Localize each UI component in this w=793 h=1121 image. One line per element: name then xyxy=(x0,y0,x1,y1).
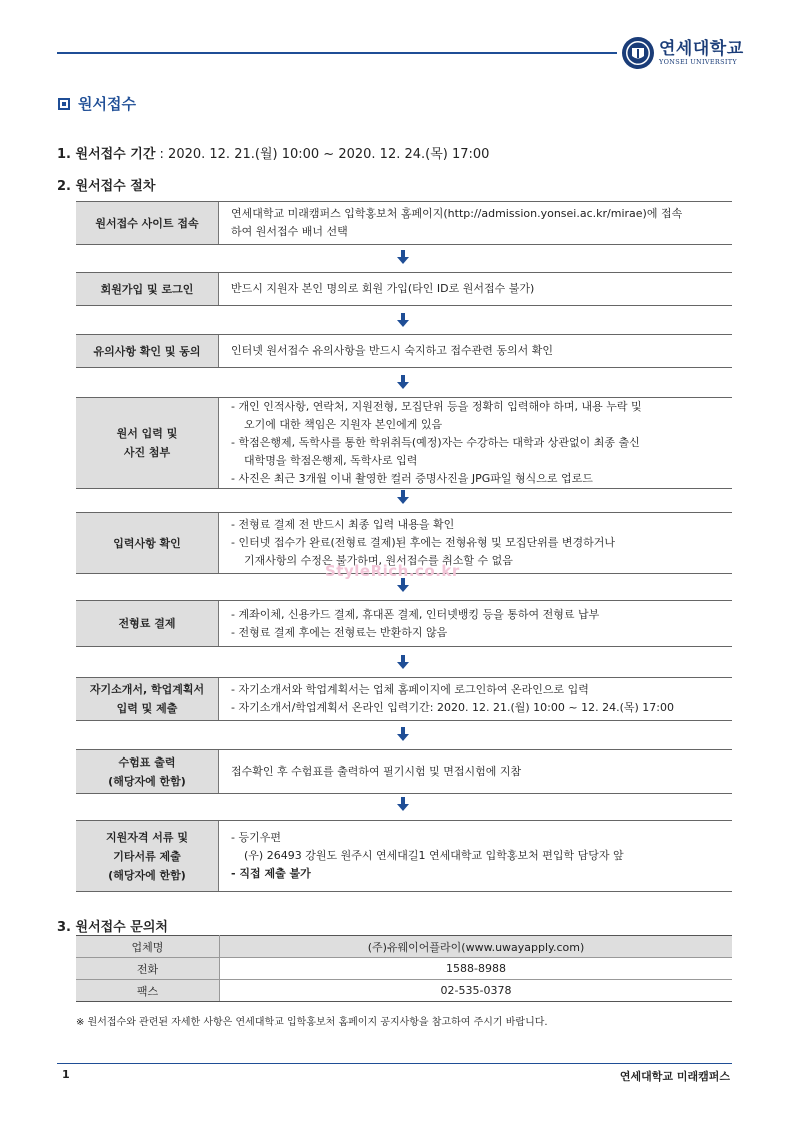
step-line: - 학점은행제, 독학사를 통한 학위취득(예정)자는 수강하는 대학과 상관없이 최종 출신 xyxy=(231,436,640,449)
footnote: ※ 원서접수와 관련된 자세한 사항은 연세대학교 입학홍보처 홈페이지 공지사항을 참고하여 주시기 바랍니다. xyxy=(76,1017,548,1028)
logo-name-kr: 연세대학교 xyxy=(659,39,744,59)
step-line: - 등기우편 xyxy=(231,831,281,844)
table-row xyxy=(76,980,732,1002)
step-description xyxy=(219,273,732,305)
procedure-step xyxy=(76,749,732,794)
step-line: 연세대학교 미래캠퍼스 입학홍보처 홈페이지(http://admission.yonsei.ac.kr/mirae)에 접속 xyxy=(231,207,683,220)
section-title: 원서접수 xyxy=(78,95,136,113)
page-number: 1 xyxy=(62,1068,70,1081)
down-arrow-icon xyxy=(397,727,409,741)
step-line: - 계좌이체, 신용카드 결제, 휴대폰 결제, 인터넷뱅킹 등을 통하여 전형료 납부 xyxy=(231,607,600,621)
step-line: (우) 26493 강원도 원주시 연세대길1 연세대학교 입학홍보처 편입학 담당자 앞 xyxy=(244,849,624,862)
step-label: 회원가입 및 로그인 xyxy=(76,273,219,305)
step-line: 대학명을 학점은행제, 독학사로 입력 xyxy=(244,454,418,467)
down-arrow-icon xyxy=(397,490,409,504)
step-line: 접수확인 후 수험표를 출력하여 필기시험 및 면접시험에 지참 xyxy=(231,764,522,778)
step-label: 수험표 출력 (해당자에 한함) xyxy=(76,750,219,793)
footer-campus: 연세대학교 미래캠퍼스 xyxy=(619,1070,730,1083)
contact-row-value: 1588-8988 xyxy=(220,958,733,980)
procedure-step xyxy=(76,600,732,647)
procedure-step xyxy=(76,820,732,892)
period-label: 1. 원서접수 기간 xyxy=(57,147,156,162)
step-line: - 직접 제출 불가 xyxy=(231,867,311,880)
step-description xyxy=(219,513,732,573)
procedure-step xyxy=(76,272,732,306)
down-arrow-icon xyxy=(397,313,409,327)
step-line: - 사진은 최근 3개월 이내 촬영한 컬러 증명사진을 JPG파일 형식으로 업로드 xyxy=(231,472,593,485)
step-line: - 전형료 결제 전 반드시 최종 입력 내용을 확인 xyxy=(231,518,455,531)
header-rule xyxy=(57,52,617,54)
logo-name-en: YONSEI UNIVERSITY xyxy=(659,58,737,66)
step-label: 유의사항 확인 및 동의 xyxy=(76,335,219,367)
procedure-step xyxy=(76,397,732,489)
step-line: - 개인 인적사항, 연락처, 지원전형, 모집단위 등을 정확히 입력해야 하며, 내용 누락 및 xyxy=(231,400,642,413)
application-period xyxy=(57,143,489,162)
university-logo xyxy=(621,36,744,70)
step-line: - 자기소개서/학업계획서 온라인 입력기간: 2020. 12. 21.(월) 10:00 ~ 12. 24.(목) 17:00 xyxy=(231,701,674,714)
watermark: StyleRich.co.kr xyxy=(325,562,460,580)
down-arrow-icon xyxy=(397,250,409,264)
procedure-heading: 2. 원서접수 절차 xyxy=(57,179,156,194)
step-line: - 자기소개서와 학업계획서는 업체 홈페이지에 로그인하여 온라인으로 입력 xyxy=(231,683,589,696)
contact-table xyxy=(76,935,732,1002)
step-label: 자기소개서, 학업계획서 입력 및 제출 xyxy=(76,678,219,720)
step-line: 기재사항의 수정은 불가하며, 원서접수를 취소할 수 없음 xyxy=(244,554,513,567)
step-label: 원서 입력 및 사진 첨부 xyxy=(76,398,219,488)
step-line: 하여 원서접수 배너 선택 xyxy=(231,225,348,238)
procedure-step xyxy=(76,201,732,245)
contact-row-label: 팩스 xyxy=(76,980,220,1002)
period-value: : 2020. 12. 21.(월) 10:00 ~ 2020. 12. 24.(목) 17:00 xyxy=(159,147,490,162)
step-line: - 인터넷 접수가 완료(전형료 결제)된 후에는 전형유형 및 모집단위를 변경하거나 xyxy=(231,536,616,549)
down-arrow-icon xyxy=(397,655,409,669)
step-description xyxy=(219,335,732,367)
down-arrow-icon xyxy=(397,578,409,592)
step-label: 입력사항 확인 xyxy=(76,513,219,573)
table-row xyxy=(76,958,732,980)
step-label: 지원자격 서류 및 기타서류 제출 (해당자에 한함) xyxy=(76,821,219,891)
section-header xyxy=(58,93,136,114)
step-description xyxy=(219,601,732,646)
step-description xyxy=(219,750,732,793)
step-description xyxy=(219,821,732,891)
step-label: 원서접수 사이트 접속 xyxy=(76,202,219,244)
contact-row-label: 전화 xyxy=(76,958,220,980)
square-bullet-icon xyxy=(58,98,70,110)
down-arrow-icon xyxy=(397,797,409,811)
footer-rule xyxy=(57,1063,732,1064)
step-line: 인터넷 원서접수 유의사항을 반드시 숙지하고 접수관련 동의서 확인 xyxy=(231,344,554,357)
contact-header-label: 업체명 xyxy=(76,936,220,958)
yonsei-seal-icon xyxy=(621,36,655,70)
step-line: - 전형료 결제 후에는 전형료는 반환하지 않음 xyxy=(231,625,448,639)
procedure-step xyxy=(76,334,732,368)
contact-header-value: (주)유웨이어플라이(www.uwayapply.com) xyxy=(220,936,733,958)
step-description xyxy=(219,678,732,720)
procedure-step xyxy=(76,677,732,721)
step-label: 전형료 결제 xyxy=(76,601,219,646)
step-line: 반드시 지원자 본인 명의로 회원 가입(타인 ID로 원서접수 불가) xyxy=(231,282,535,295)
contact-heading: 3. 원서접수 문의처 xyxy=(57,920,168,935)
step-description xyxy=(219,398,732,488)
contact-header-row xyxy=(76,936,732,958)
down-arrow-icon xyxy=(397,375,409,389)
step-line: 오기에 대한 책임은 지원자 본인에게 있음 xyxy=(244,418,443,431)
contact-row-value: 02-535-0378 xyxy=(220,980,733,1002)
step-description xyxy=(219,202,732,244)
